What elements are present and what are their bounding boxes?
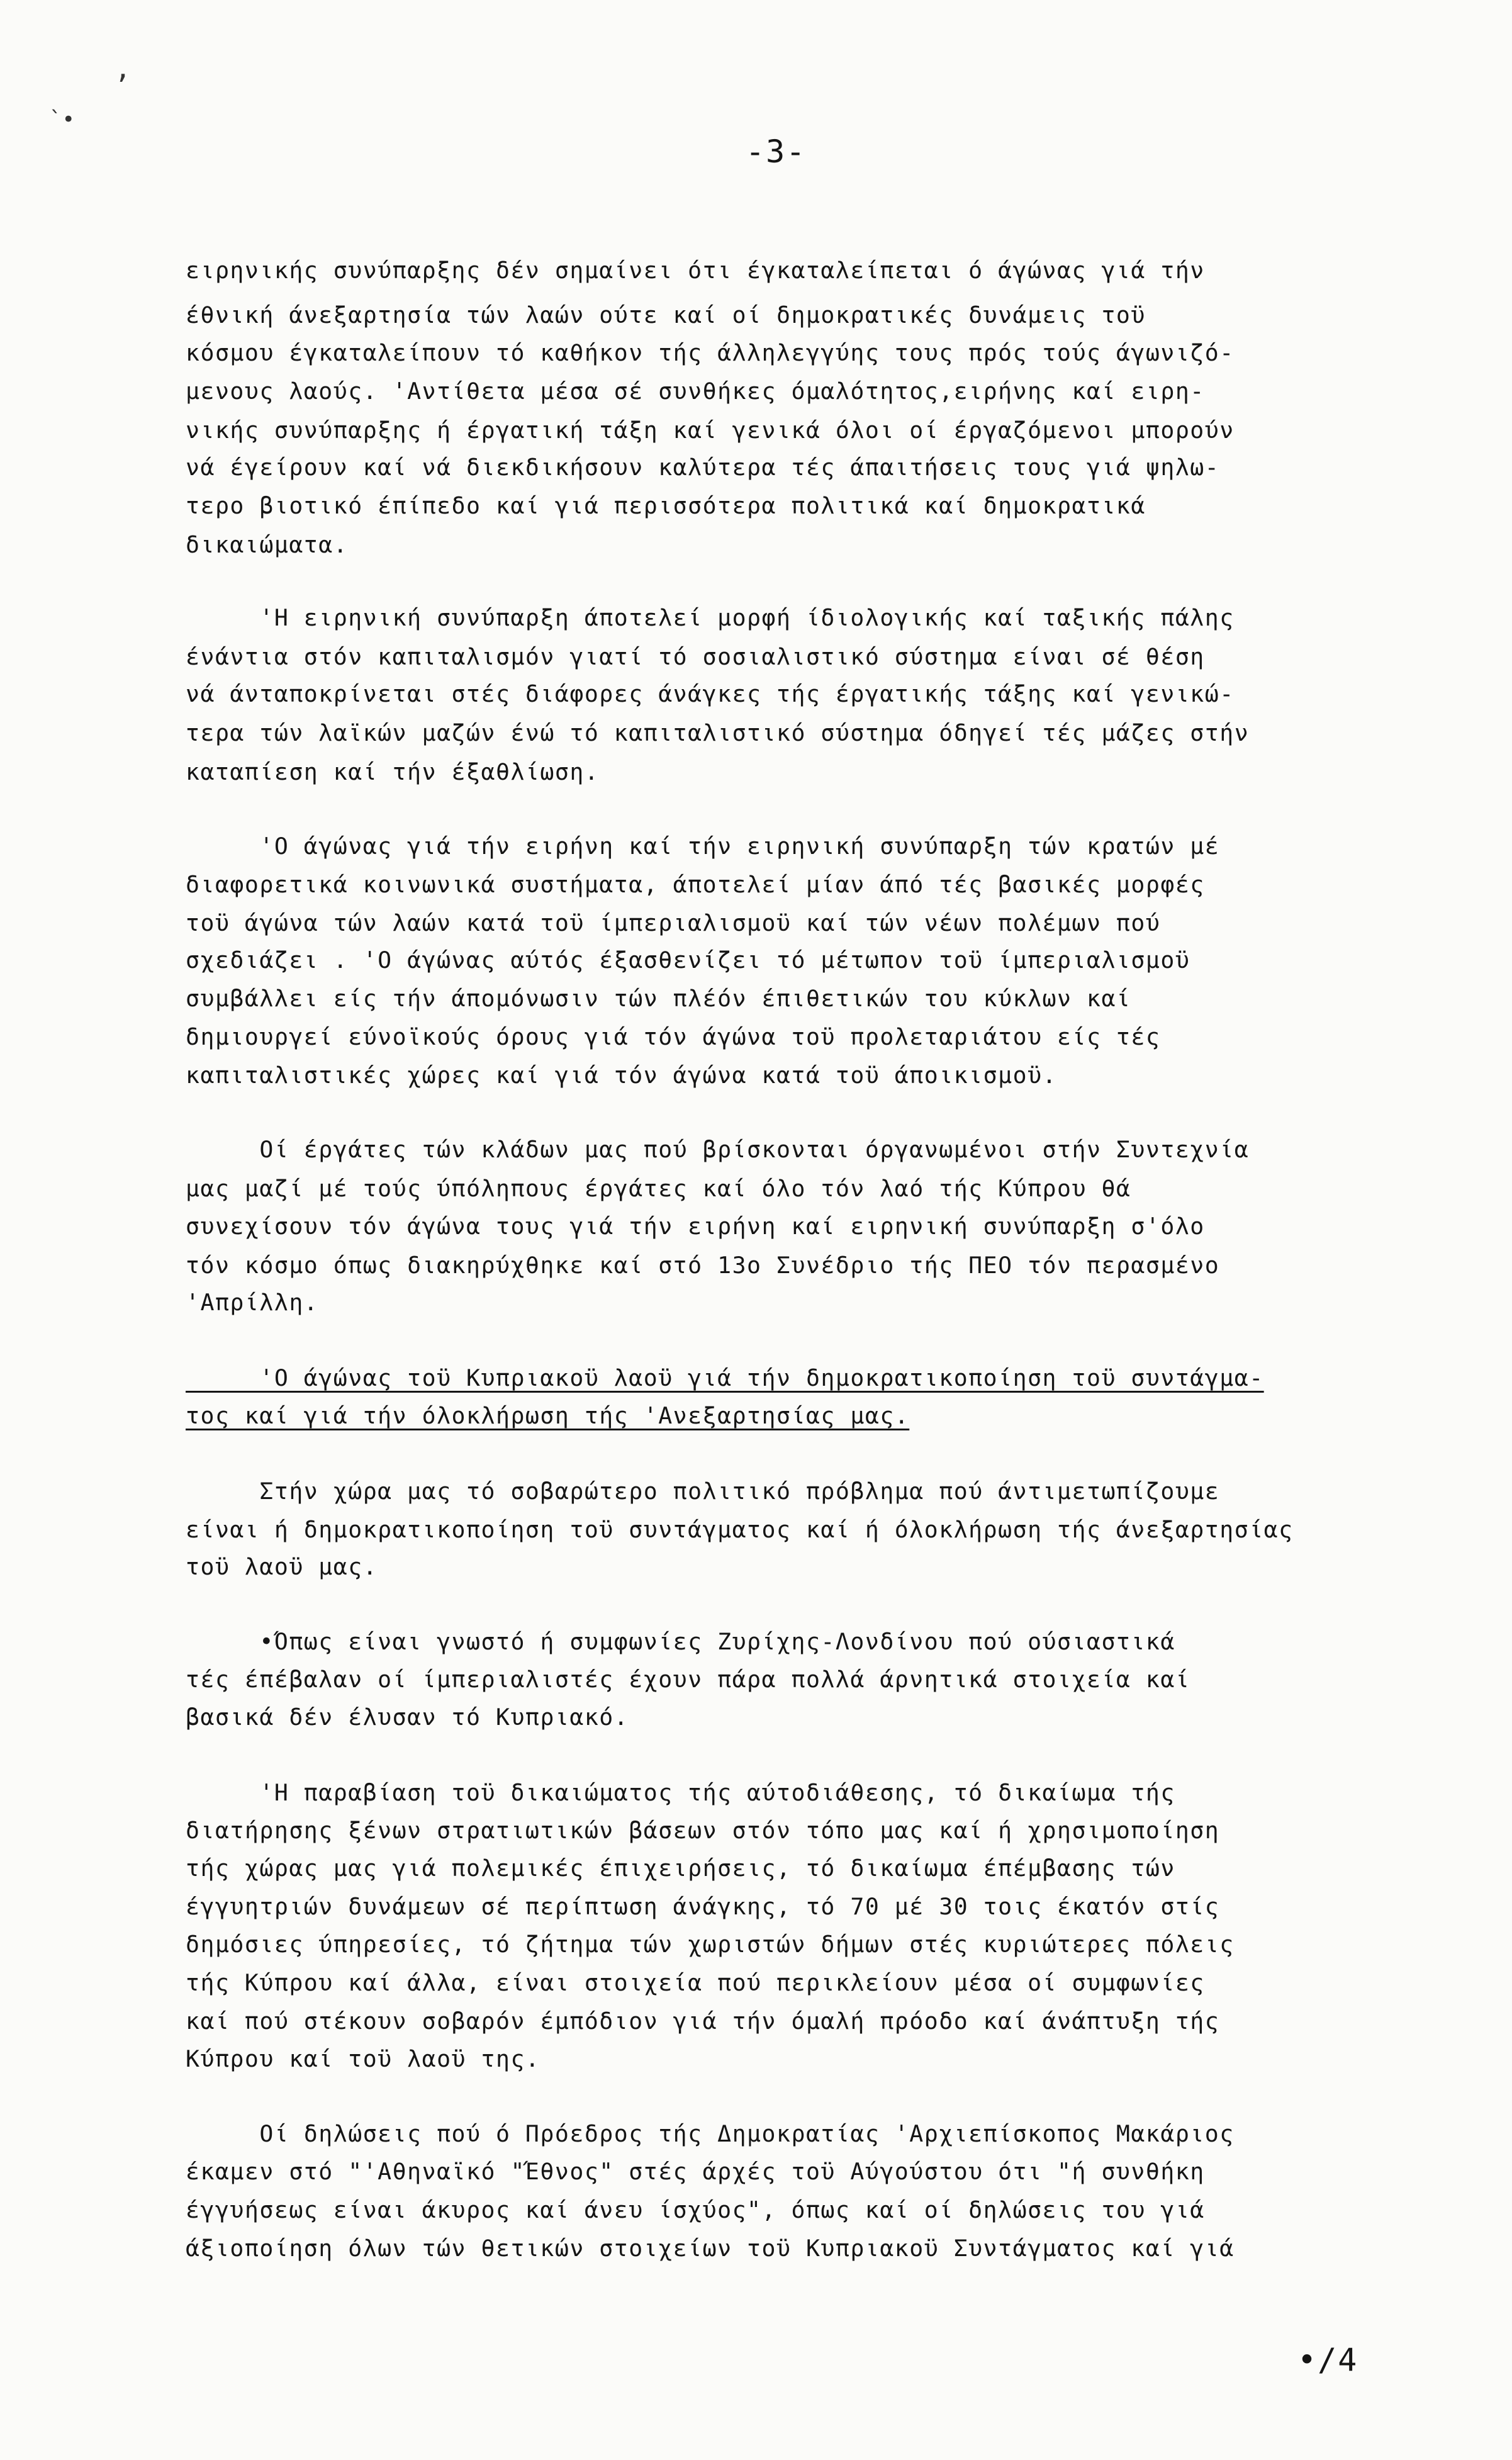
text-line: τερα τών λαϊκών μαζών ένώ τό καπιταλιστικό σύστημα όδηγεί τές μάζες στήν: [186, 719, 1250, 746]
text-line: έγγυήσεως είναι άκυρος καί άνευ ίσχύος", όπως καί οί δηλώσεις του γιά: [186, 2196, 1205, 2223]
text-line: •Όπως είναι γνωστό ή συμφωνίες Ζυρίχης-Λονδίνου πού ούσιαστικά: [186, 1628, 1175, 1655]
page-number: -3-: [746, 133, 807, 170]
stray-mark: `•: [49, 107, 75, 132]
text-line: καπιταλιστικές χώρες καί γιά τόν άγώνα κατά τοϋ άποικισμοϋ.: [186, 1062, 1058, 1089]
text-line: δημιουργεί εύνοϊκούς όρους γιά τόν άγώνα τοϋ προλεταριάτου είς τές: [186, 1023, 1161, 1050]
text-line: τοϋ άγώνα τών λαών κατά τοϋ ίμπεριαλισμοϋ καί τών νέων πολέμων πού: [186, 909, 1161, 936]
text-line: διαφορετικά κοινωνικά συστήματα, άποτελεί μίαν άπό τές βασικές μορφές: [186, 871, 1205, 898]
text-line: έθνική άνεξαρτησία τών λαών ούτε καί οί δημοκρατικές δυνάμεις τοϋ: [186, 301, 1146, 329]
text-line: καταπίεση καί τήν έξαθλίωση.: [186, 758, 600, 785]
text-line: σχεδιάζει . 'Ο άγώνας αύτός έξασθενίζει τό μέτωπον τοϋ ίμπεριαλισμοϋ: [186, 946, 1190, 974]
section-heading-line: τος καί γιά τήν όλοκλήρωση τής 'Ανεξαρτησίας μας.: [186, 1402, 910, 1429]
text-line: μας μαζί μέ τούς ύπόληπους έργάτες καί όλο τόν λαό τής Κύπρου θά: [186, 1175, 1131, 1202]
text-line: άξιοποίηση όλων τών θετικών στοιχείων τοϋ Κυπριακοϋ Συντάγματος καί γιά: [186, 2235, 1235, 2262]
text-line: Οί δηλώσεις πού ό Πρόεδρος τής Δημοκρατίας 'Αρχιεπίσκοπος Μακάριος: [186, 2120, 1235, 2147]
text-line: δικαιώματα.: [186, 531, 349, 558]
text-line: μενους λαούς. 'Αντίθετα μέσα σέ συνθήκες όμαλότητος,ειρήνης καί ειρη-: [186, 378, 1205, 405]
text-line: διατήρησης ξένων στρατιωτικών βάσεων στόν τόπο μας καί ή χρησιμοποίηση: [186, 1817, 1220, 1844]
text-line: Κύπρου καί τοϋ λαοϋ της.: [186, 2045, 540, 2072]
text-line: νά άνταποκρίνεται στές διάφορες άνάγκες τής έργατικής τάξης καί γενικώ-: [186, 680, 1235, 707]
text-line: Στήν χώρα μας τό σοβαρώτερο πολιτικό πρόβλημα πού άντιμετωπίζουμε: [186, 1478, 1220, 1505]
text-line: βασικά δέν έλυσαν τό Κυπριακό.: [186, 1704, 629, 1731]
text-line: έγγυητριών δυνάμεων σέ περίπτωση άνάγκης, τό 70 μέ 30 τοις έκατόν στίς: [186, 1893, 1220, 1920]
text-line: συνεχίσουν τόν άγώνα τους γιά τήν ειρήνη καί ειρηνική συνύπαρξη σ'όλο: [186, 1213, 1205, 1240]
text-line: νικής συνύπαρξης ή έργατική τάξη καί γενικά όλοι οί έργαζόμενοι μπορούν: [186, 417, 1235, 444]
text-line: τόν κόσμο όπως διακηρύχθηκε καί στό 13ο Συνέδριο τής ΠΕΟ τόν περασμένο: [186, 1252, 1220, 1279]
continuation-marker: •/4: [1297, 2342, 1358, 2378]
text-line: καί πού στέκουν σοβαρόν έμπόδιον γιά τήν όμαλή πρόοδο καί άνάπτυξη τής: [186, 2008, 1220, 2035]
text-line: ειρηνικής συνύπαρξης δέν σημαίνει ότι έγκαταλείπεται ό άγώνας γιά τήν: [186, 257, 1205, 284]
text-line: τής χώρας μας γιά πολεμικές έπιχειρήσεις, τό δικαίωμα έπέμβασης τών: [186, 1855, 1175, 1882]
text-line: 'Απρίλλη.: [186, 1289, 319, 1316]
text-line: 'Ο άγώνας γιά τήν ειρήνη καί τήν ειρηνική συνύπαρξη τών κρατών μέ: [186, 833, 1220, 860]
section-heading-line: 'Ο άγώνας τοϋ Κυπριακοϋ λαοϋ γιά τήν δημοκρατικοποίηση τοϋ συντάγμα-: [186, 1364, 1264, 1391]
text-line: τοϋ λαοϋ μας.: [186, 1553, 378, 1580]
text-line: Οί έργάτες τών κλάδων μας πού βρίσκονται όργανωμένοι στήν Συντεχνία: [186, 1136, 1250, 1163]
text-line: έκαμεν στό "'Αθηναϊκό "Έθνος" στές άρχές τοϋ Αύγούστου ότι "ή συνθήκη: [186, 2158, 1205, 2185]
stray-mark: ,: [115, 53, 132, 85]
text-line: 'Η παραβίαση τοϋ δικαιώματος τής αύτοδιάθεσης, τό δικαίωμα τής: [186, 1779, 1175, 1806]
text-line: ένάντια στόν καπιταλισμόν γιατί τό σοσιαλιστικό σύστημα είναι σέ θέση: [186, 643, 1205, 670]
text-line: τής Κύπρου καί άλλα, είναι στοιχεία πού περικλείουν μέσα οί συμφωνίες: [186, 1969, 1205, 1996]
text-line: κόσμου έγκαταλείπουν τό καθήκον τής άλληλεγγύης τους πρός τούς άγωνιζό-: [186, 339, 1235, 366]
text-line: νά έγείρουν καί νά διεκδικήσουν καλύτερα τές άπαιτήσεις τους γιά ψηλω-: [186, 454, 1220, 481]
text-line: τές έπέβαλαν οί ίμπεριαλιστές έχουν πάρα πολλά άρνητικά στοιχεία καί: [186, 1666, 1190, 1693]
text-line: συμβάλλει είς τήν άπομόνωσιν τών πλέόν έπιθετικών του κύκλων καί: [186, 985, 1131, 1012]
text-line: είναι ή δημοκρατικοποίηση τοϋ συντάγματος καί ή όλοκλήρωση τής άνεξαρτησίας: [186, 1516, 1294, 1543]
text-line: 'Η ειρηνική συνύπαρξη άποτελεί μορφή ίδιολογικής καί ταξικής πάλης: [186, 604, 1235, 631]
text-line: τερο βιοτικό έπίπεδο καί γιά περισσότερα πολιτικά καί δημοκρατικά: [186, 492, 1146, 519]
text-line: δημόσιες ύπηρεσίες, τό ζήτημα τών χωριστών δήμων στές κυριώτερες πόλεις: [186, 1931, 1235, 1958]
